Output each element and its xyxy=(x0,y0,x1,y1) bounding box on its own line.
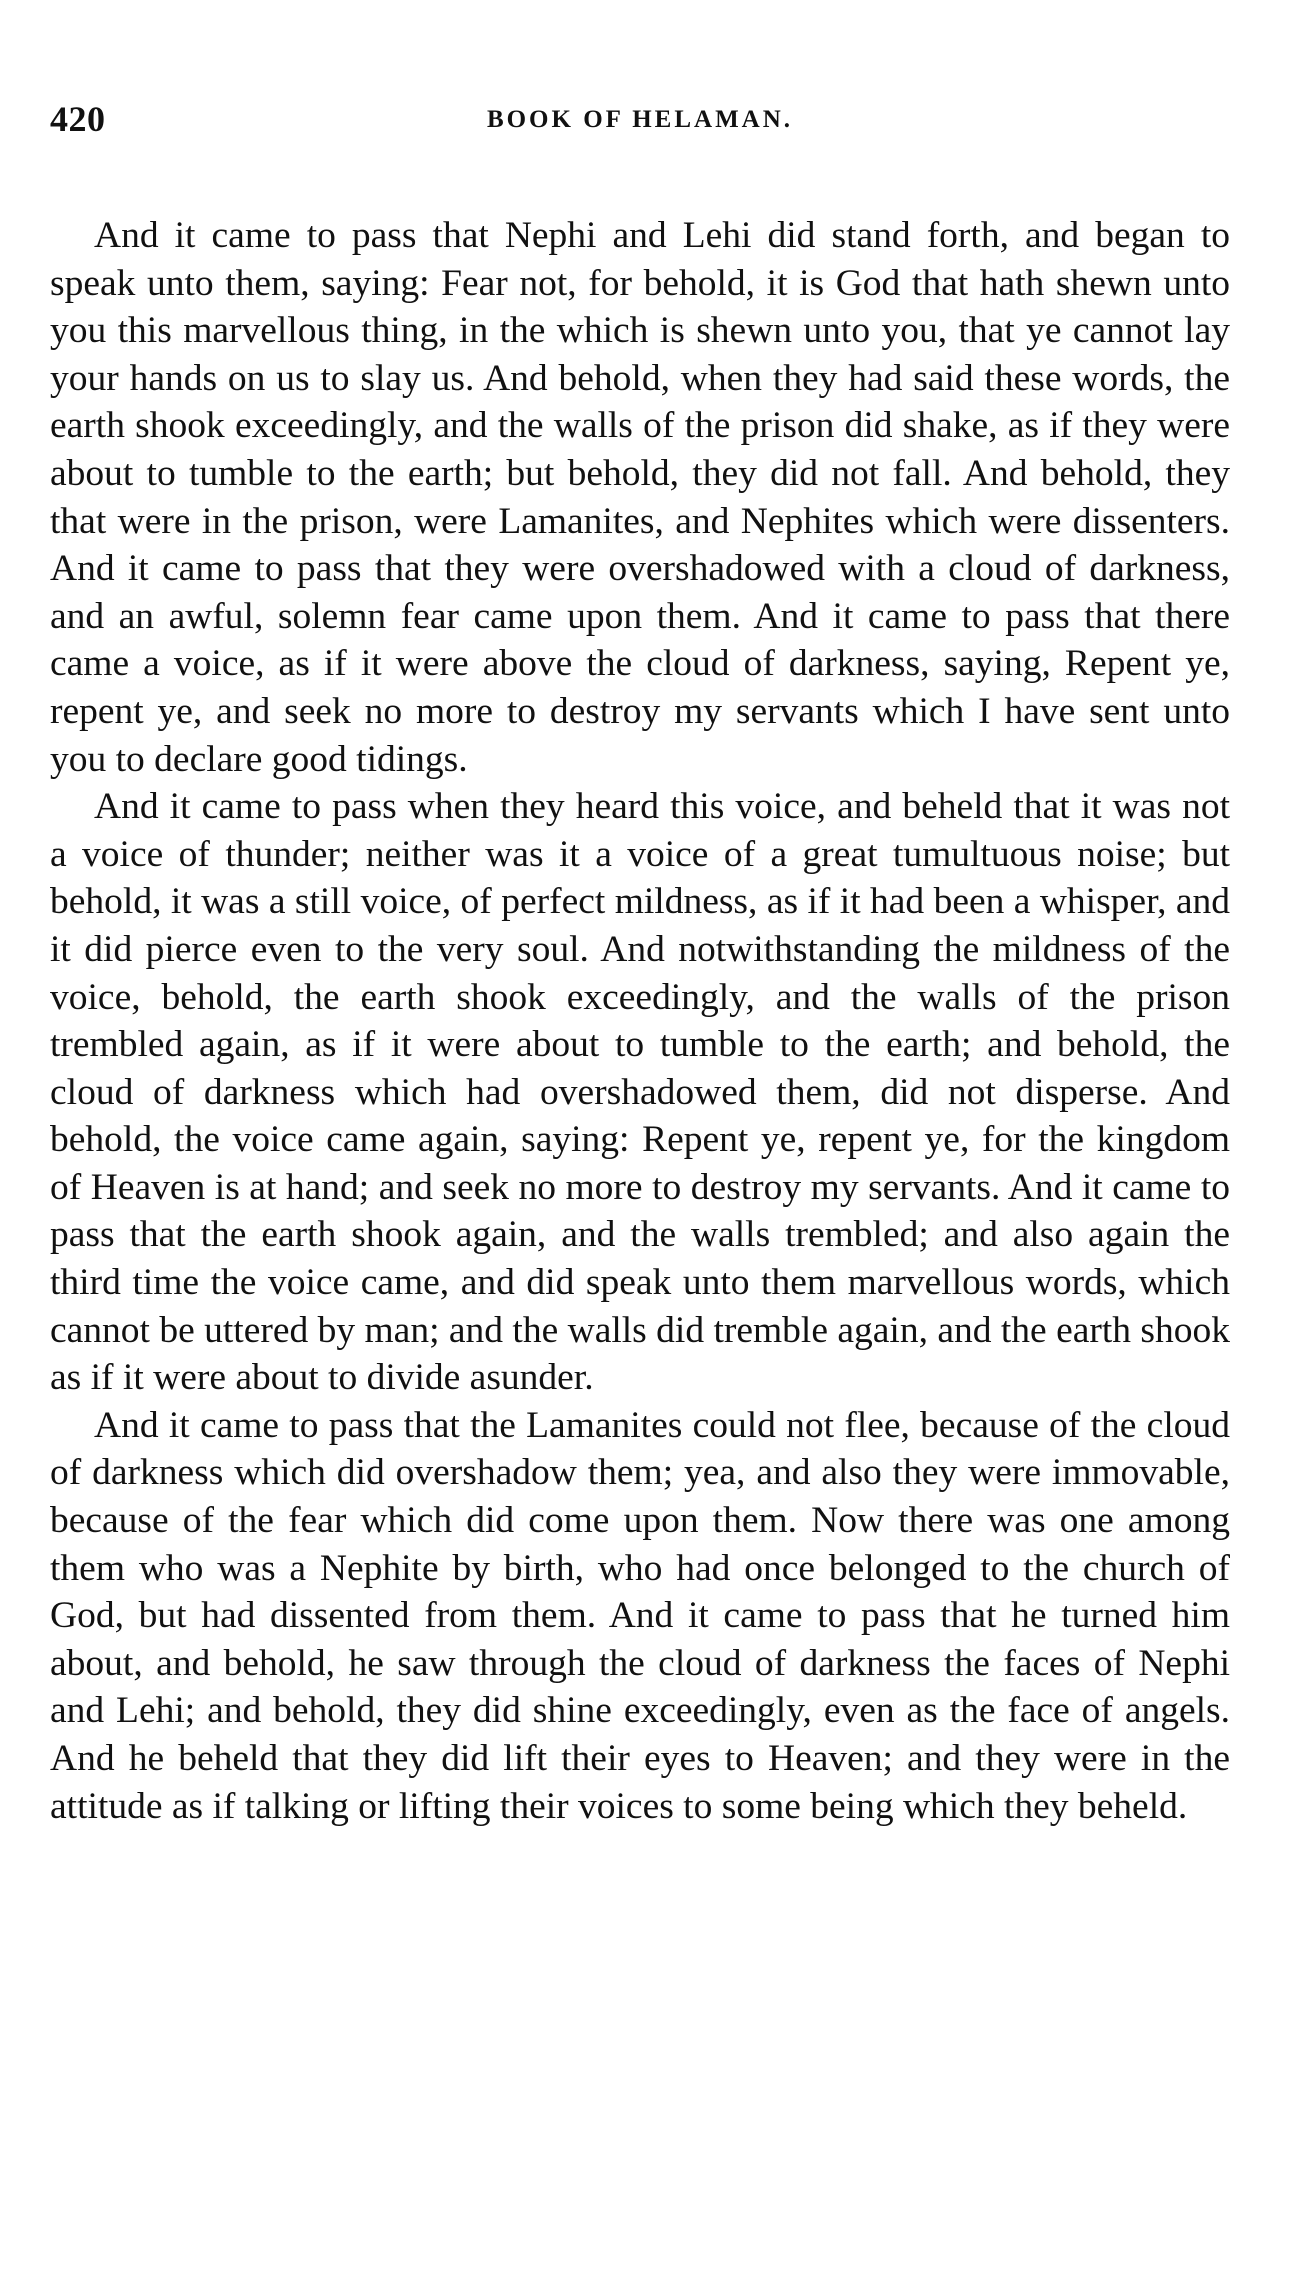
paragraph: And it came to pass that the Lamanites could not flee, because of the cloud of darkness which did overshadow them; yea, and also they were immovable, because of the fear which did come upon them. Now there was one among them who was a Nephite by birth, who had once belonged to the church of God, but had dissented from them. And it came to pass that he turned him about, and behold, he saw through the cloud of darkness the faces of Nephi and Lehi; and behold, they did shine exceedingly, even as the face of angels. And he beheld that they did lift their eyes to Heaven; and they were in the attitude as if talking or lifting their voices to some being which they beheld. xyxy=(50,1404,1230,1827)
running-head xyxy=(50,98,1230,158)
running-head-title: BOOK OF HELAMAN. xyxy=(486,106,794,133)
book-page xyxy=(50,98,1230,1830)
page-number: 420 xyxy=(50,99,106,139)
paragraph: And it came to pass when they heard this voice, and beheld that it was not a voice of thunder; neither was it a voice of a great tumultuous noise; but behold, it was a still voice, of perfect mildness, as if it had been a whisper, and it did pierce even to the very soul. And notwithstanding the mildness of the voice, behold, the earth shook exceedingly, and the walls of the prison trembled again, as if it were about to tumble to the earth; and behold, the cloud of darkness which had overshadowed them, did not disperse. And behold, the voice came again, saying: Repent ye, repent ye, for the kingdom of Heaven is at hand; and seek no more to destroy my servants. And it came to pass that the earth shook again, and the walls trembled; and also again the third time the voice came, and did speak unto them marvellous words, which cannot be uttered by man; and the walls did tremble again, and the earth shook as if it were about to divide asunder. xyxy=(50,786,1230,1399)
paragraph: And it came to pass that Nephi and Lehi did stand forth, and began to speak unto them, saying: Fear not, for behold, it is God that hath shewn unto you this marvellous thing, in the which is shewn unto you, that ye cannot lay your hands on us to slay us. And behold, when they had said these words, the earth shook exceedingly, and the walls of the prison did shake, as if they were about to tumble to the earth; but behold, they did not fall. And behold, they that were in the prison, were Lamanites, and Nephites which were dissenters. And it came to pass that they were overshadowed with a cloud of darkness, and an awful, solemn fear came upon them. And it came to pass that there came a voice, as if it were above the cloud of darkness, saying, Repent ye, repent ye, and seek no more to destroy my servants which I have sent unto you to declare good tidings. xyxy=(50,215,1230,780)
body-text xyxy=(50,212,1230,1830)
